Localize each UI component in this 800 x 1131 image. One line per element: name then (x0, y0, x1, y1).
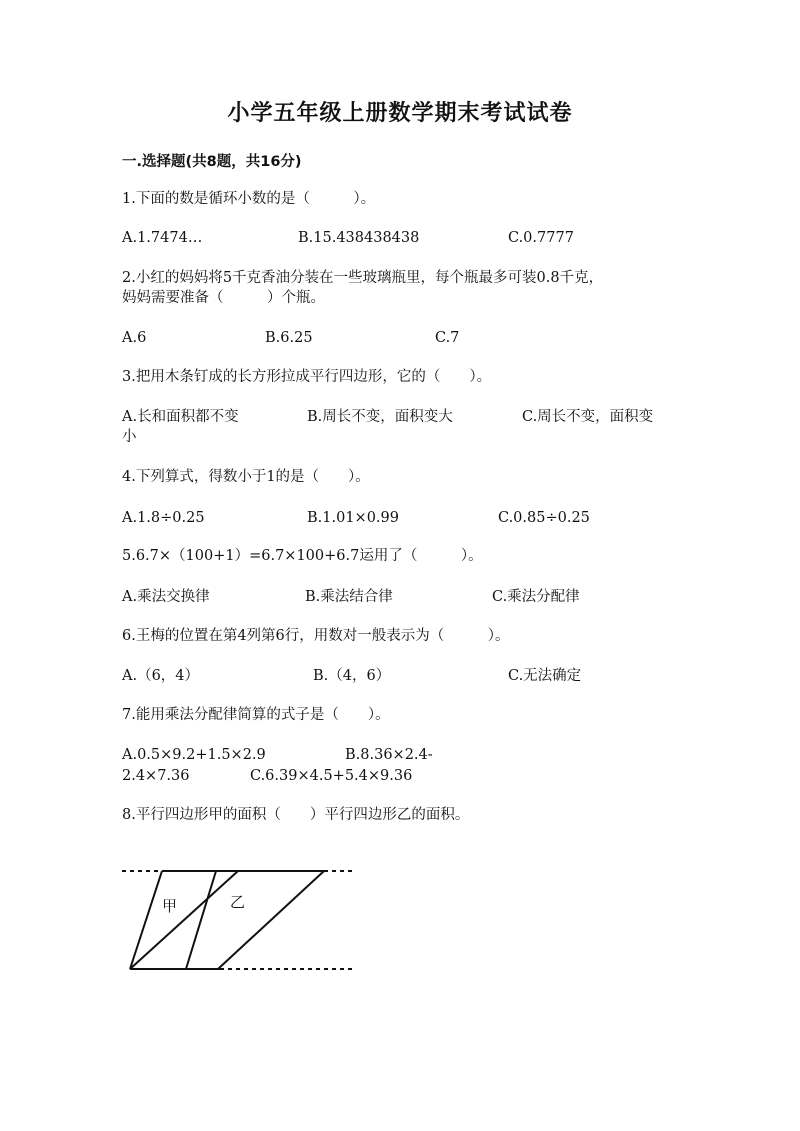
page-title: 小学五年级上册数学期末考试试卷 (227, 101, 573, 126)
question-5-option-a: A.乘法交换律 (122, 589, 210, 605)
question-1-option-c: C.0.7777 (508, 230, 574, 246)
question-7-option-a: A.0.5×9.2+1.5×2.9 (122, 747, 266, 763)
question-2-option-c: C.7 (435, 330, 460, 346)
question-5-stem: 5.6.7×（100+1）=6.7×100+6.7运用了（ ）。 (122, 548, 483, 564)
question-3-option-b: B.周长不变，面积变大 (307, 409, 453, 425)
label-yi: 乙 (230, 893, 246, 911)
question-6-stem: 6.王梅的位置在第4列第6行，用数对一般表示为（ ）。 (122, 628, 510, 644)
yi-right-side (218, 871, 324, 969)
question-7-option-b-wrap: 2.4×7.36 (122, 768, 190, 784)
question-4-stem: 4.下列算式，得数小于1的是（ ）。 (122, 469, 370, 485)
question-7-option-c: C.6.39×4.5+5.4×9.36 (250, 768, 413, 784)
question-7-stem: 7.能用乘法分配律简算的式子是（ ）。 (122, 707, 390, 723)
question-5-option-b: B.乘法结合律 (305, 589, 393, 605)
jia-right-side (186, 871, 216, 969)
label-jia: 甲 (162, 897, 178, 915)
question-2-stem-line2: 妈妈需要准备（ ）个瓶。 (122, 290, 325, 306)
question-6-option-a: A.（6，4） (122, 668, 200, 684)
question-1-option-b: B.15.438438438 (298, 230, 420, 246)
question-3-option-c-wrap: 小 (122, 429, 137, 445)
question-2-option-b: B.6.25 (265, 330, 313, 346)
question-2-option-a: A.6 (122, 330, 147, 346)
section-heading: 一.选择题(共8题，共16分) (122, 154, 302, 170)
question-3-option-c: C.周长不变，面积变 (522, 409, 654, 425)
question-4-option-c: C.0.85÷0.25 (498, 510, 590, 526)
question-3-option-a: A.长和面积都不变 (122, 409, 239, 425)
parallelogram-figure (120, 858, 370, 978)
question-6-option-c: C.无法确定 (508, 668, 582, 684)
question-1-option-a: A.1.7474… (122, 230, 203, 246)
question-1-stem: 1.下面的数是循环小数的是（ ）。 (122, 191, 376, 207)
question-6-option-b: B.（4，6） (313, 668, 391, 684)
question-8-stem: 8.平行四边形甲的面积（ ）平行四边形乙的面积。 (122, 807, 470, 823)
question-4-option-a: A.1.8÷0.25 (122, 510, 205, 526)
question-2-stem-line1: 2.小红的妈妈将5千克香油分装在一些玻璃瓶里，每个瓶最多可装0.8千克， (122, 270, 604, 286)
question-4-option-b: B.1.01×0.99 (307, 510, 399, 526)
question-7-option-b: B.8.36×2.4- (345, 747, 433, 763)
question-3-stem: 3.把用木条钉成的长方形拉成平行四边形，它的（ ）。 (122, 369, 492, 385)
question-5-option-c: C.乘法分配律 (492, 589, 580, 605)
